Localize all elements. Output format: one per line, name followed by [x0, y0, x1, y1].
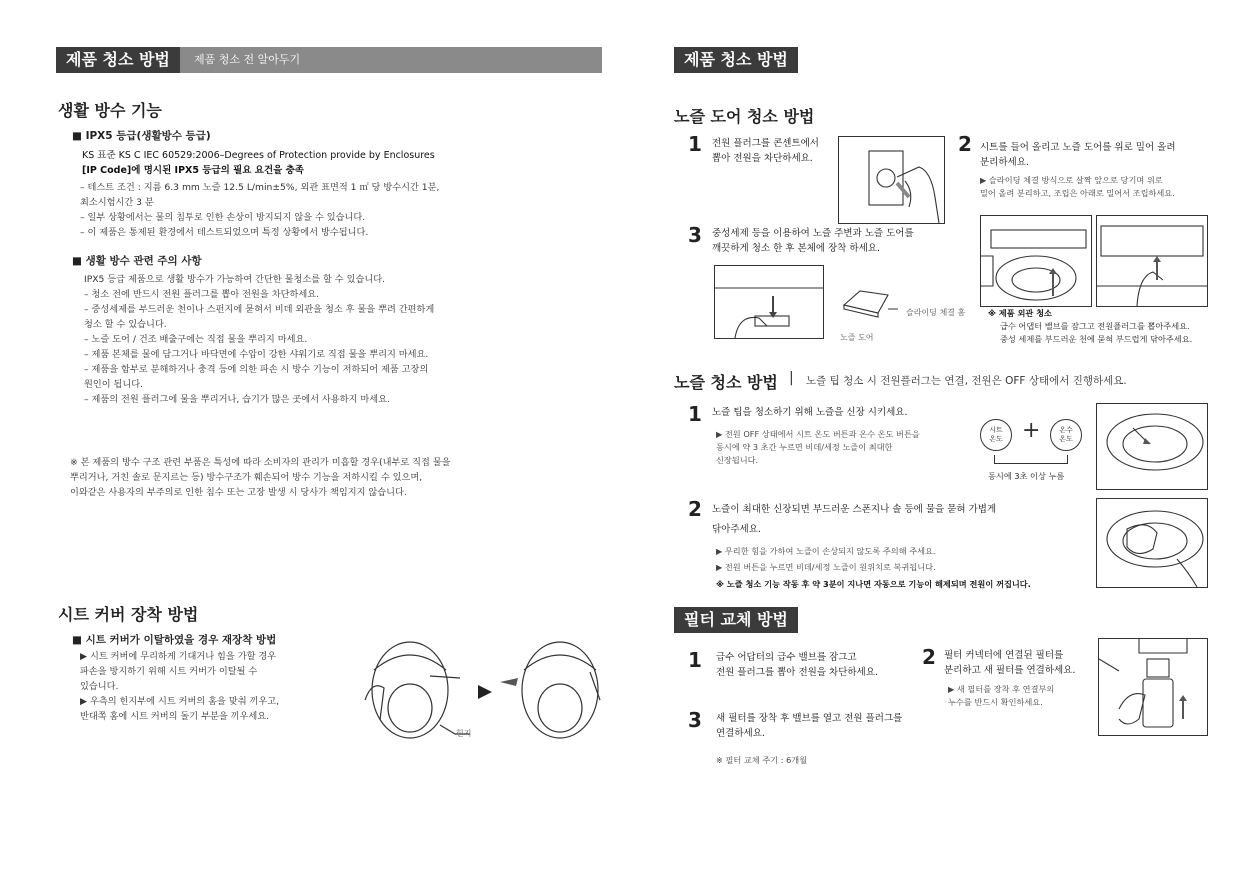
slide-groove-label: 슬라이딩 체결 홈: [906, 308, 966, 317]
seat-temp-label: 온도: [989, 435, 1003, 443]
sub-line: 신장됩니다.: [716, 455, 759, 465]
nozzle-step2-text: [712, 500, 996, 540]
nozzle-title-divider: |: [789, 370, 794, 386]
filter-step2-subtext: [948, 683, 1054, 709]
step-line: 새 필터를 장착 후 밸브를 열고 전원 플러그를: [716, 713, 903, 724]
nozzle-step2-subtext: [716, 543, 936, 575]
list-item: 반대쪽 홈에 시트 커버의 돌기 부분을 끼우세요.: [80, 711, 270, 722]
exterior-cleaning-text: [1000, 320, 1192, 346]
warranty-note: [70, 455, 451, 500]
list-item: IPX5 등급 제품으로 생활 방수가 가능하여 간단한 물청소를 할 수 있습니다.: [84, 274, 386, 285]
sub-line: ▶ 슬라이딩 체결 방식으로 살짝 앞으로 당기며 위로: [980, 175, 1163, 185]
step-line: 전원 플러그를 콘센트에서: [712, 138, 819, 149]
nozzle-step2-number: 2: [688, 497, 702, 521]
note-line: 이와같은 사용자의 부주의로 인한 침수 또는 고장 발생 시 당사가 책임지지 않습니다.: [70, 487, 407, 498]
water-temp-label: 온도: [1059, 435, 1073, 443]
door-step3-number: 3: [688, 223, 702, 247]
door-step3-text: [712, 226, 914, 256]
door-step2-subtext: [980, 174, 1175, 200]
waterproof-title: 생활 방수 기능: [58, 101, 162, 120]
sub-line: 급수 어댑터 밸브를 잠그고 전원플러그를 뽑아주세요.: [1000, 321, 1190, 331]
door-step1-number: 1: [688, 132, 702, 156]
list-item: – 노즐 도어 / 건조 배출구에는 직접 물을 뿌리지 마세요.: [84, 334, 308, 345]
step-line: 분리하고 새 필터를 연결하세요.: [944, 665, 1076, 676]
step-line: 연결하세요.: [716, 728, 765, 739]
filter-cycle-note: ※ 필터 교체 주기 : 6개월: [716, 755, 808, 765]
sub-line: ▶ 전원 버튼을 누르면 비데/세정 노즐이 원위치로 복귀됩니다.: [716, 562, 936, 572]
seat-temp-button: [980, 419, 1012, 451]
left-header-title: 제품 청소 방법: [56, 47, 180, 73]
filter-step1-number: 1: [688, 648, 702, 672]
filter-step2-number: 2: [922, 645, 936, 669]
list-item: 있습니다.: [80, 681, 119, 692]
step-line: 필터 커넥터에 연결된 필터를: [944, 650, 1064, 661]
nozzle-door-part-illustration: [838, 285, 898, 321]
ip-code-line: [IP Code]에 명시된 IPX5 등급의 필요 요건을 충족: [82, 165, 304, 176]
door-step2-text: [980, 140, 1176, 170]
step-line: 시트를 들어 올리고 노즐 도어를 위로 밀어 올려: [980, 142, 1176, 153]
caution-title: ■ 생활 방수 관련 주의 사항: [72, 255, 202, 267]
ipx5-title: ■ IPX5 등급(생활방수 등급): [72, 130, 211, 142]
sub-line: 중성 세제를 부드러운 천에 묻혀 부드럽게 닦아주세요.: [1000, 334, 1193, 344]
nozzle-step1-text: 노즐 팁을 청소하기 위해 노즐을 신장 시키세요.: [712, 407, 908, 418]
filter-header-title: 필터 교체 방법: [674, 607, 798, 633]
list-item: – 제품을 함부로 분해하거나 충격 등에 의한 파손 시 방수 기능이 저하되어 제품 고장의: [84, 364, 429, 375]
filter-step1-text: [716, 650, 878, 680]
step-line: 전원 플러그를 뽑아 전원을 차단하세요.: [716, 667, 878, 678]
filter-step3-number: 3: [688, 708, 702, 732]
seat-cover-title: 시트 커버 장착 방법: [58, 605, 199, 624]
list-item: ▶ 시트 커버에 무리하게 기대거나 힘을 가할 경우: [80, 651, 277, 662]
list-item: – 일부 상황에서는 물의 침투로 인한 손상이 방지되지 않을 수 있습니다.: [80, 212, 366, 223]
left-header-subtitle: 제품 청소 전 알아두기: [194, 53, 301, 66]
filter-replace-illustration: [1098, 638, 1208, 736]
nozzle-step1-number: 1: [688, 402, 702, 426]
sub-line: 동시에 약 3 초간 누르면 비데/세정 노즐이 최대한: [716, 442, 893, 452]
list-item: – 테스트 조건 : 지름 6.3 mm 노즐 12.5 L/min±5%, 외관 표면적 1 ㎡ 당 방수시간 1분,: [80, 182, 440, 193]
nozzle-door-label: 노즐 도어: [840, 333, 874, 342]
list-item: 원인이 됩니다.: [84, 379, 144, 390]
test-conditions-list: [80, 180, 439, 240]
seat-cover-illustration: [360, 630, 610, 740]
list-item: 청소 할 수 있습니다.: [84, 319, 167, 330]
list-item: – 중성세제를 부드러운 천이나 스펀지에 묻혀서 비데 외관을 청소 후 물을 뿌려 간편하게: [84, 304, 435, 315]
seat-temp-label: 시트: [989, 426, 1003, 434]
nozzle-auto-off-note: ※ 노즐 청소 기능 작동 후 약 3분이 지나면 자동으로 기능이 해제되며 전원이 꺼집니다.: [716, 579, 1031, 589]
step-line: 중성세제 등을 이용하여 노즐 주변과 노즐 도어를: [712, 228, 914, 239]
sub-line: ▶ 새 필터를 장착 후 연결부의: [948, 684, 1055, 694]
water-temp-label: 온수: [1059, 426, 1073, 434]
nozzle-extend-illustration: [1096, 403, 1208, 490]
list-item: – 이 제품은 통제된 환경에서 테스트되었으며 특정 상황에서 방수됩니다.: [80, 227, 369, 238]
seat-cover-subtitle: ■ 시트 커버가 이탈하였을 경우 재장착 방법: [72, 634, 277, 646]
sub-line: 누수를 반드시 확인하세요.: [948, 697, 1043, 707]
step-line: 닦아주세요.: [712, 524, 761, 535]
door-cleaning-title: 노즐 도어 청소 방법: [674, 107, 815, 126]
note-line: ※ 본 제품의 방수 구조 관련 부품은 특성에 따라 소비자의 관리가 미흡할 경우(내부로 직접 물을: [70, 457, 451, 468]
note-line: 뿌리거나, 거친 솔로 문지르는 등) 방수구조가 훼손되어 방수 기능을 저하시킬 수 있으며,: [70, 472, 423, 483]
nozzle-cleaning-title: 노즐 청소 방법: [674, 373, 778, 392]
filter-step2-text: [944, 648, 1075, 678]
press-simultaneously-label: 동시에 3초 이상 누름: [988, 471, 1065, 481]
list-item: ▶ 우측의 힌지부에 시트 커버의 홈을 맞춰 끼우고,: [80, 696, 280, 707]
step-line: 급수 어답터의 급수 밸브를 잠그고: [716, 652, 857, 663]
nozzle-step1-subtext: [716, 428, 920, 467]
door-step1-text: [712, 136, 819, 166]
sub-line: ▶ 무리한 힘을 가하여 노즐이 손상되지 않도록 주의해 주세요.: [716, 546, 936, 556]
plus-sign: +: [1022, 418, 1041, 443]
caution-list: [84, 272, 434, 407]
list-item: 최소시험시간 3 분: [80, 197, 154, 208]
list-item: – 제품의 전원 플러그에 물을 뿌리거나, 습기가 많은 곳에서 사용하지 마세요.: [84, 394, 390, 405]
exterior-cleaning-title: ※ 제품 외관 청소: [988, 308, 1052, 318]
step-line: 노즐이 최대한 신장되면 부드러운 스폰지나 솔 등에 물을 묻혀 가볍게: [712, 504, 997, 515]
seat-lift-illustration-2: [1096, 215, 1208, 307]
right-header-title: 제품 청소 방법: [674, 47, 798, 73]
ks-standard-line: KS 표준 KS C IEC 60529:2006–Degrees of Protection provide by Enclosures: [82, 150, 435, 161]
nozzle-door-clean-illustration: [714, 265, 824, 339]
seat-lift-illustration-1: [980, 215, 1092, 307]
list-item: 파손을 방지하기 위해 시트 커버가 이탈될 수: [80, 666, 258, 677]
step-line: 분리하세요.: [980, 157, 1029, 168]
unplug-illustration: [838, 136, 945, 224]
list-item: – 청소 전에 반드시 전원 플러그를 뽑아 전원을 차단하세요.: [84, 289, 320, 300]
water-temp-button: [1050, 419, 1082, 451]
press-bracket: [994, 455, 1068, 464]
door-step2-number: 2: [958, 132, 972, 156]
seat-cover-list: [80, 649, 279, 724]
nozzle-title-subtitle: 노즐 팁 청소 시 전원플러그는 연결, 전원은 OFF 상태에서 진행하세요.: [806, 375, 1127, 387]
hinge-label: 힌지: [456, 729, 472, 738]
list-item: – 제품 본체를 물에 담그거나 바닥면에 수압이 강한 샤워기로 직접 물을 뿌리지 마세요.: [84, 349, 429, 360]
nozzle-brush-illustration: [1096, 498, 1208, 588]
sub-line: 밀어 올려 분리하고, 조립은 아래로 밀어서 조립하세요.: [980, 188, 1175, 198]
filter-step3-text: [716, 711, 902, 741]
step-line: 뽑아 전원을 차단하세요.: [712, 153, 813, 164]
sub-line: ▶ 전원 OFF 상태에서 시트 온도 버튼과 온수 온도 버튼을: [716, 429, 920, 439]
step-line: 깨끗하게 청소 한 후 본체에 장착 하세요.: [712, 243, 880, 254]
